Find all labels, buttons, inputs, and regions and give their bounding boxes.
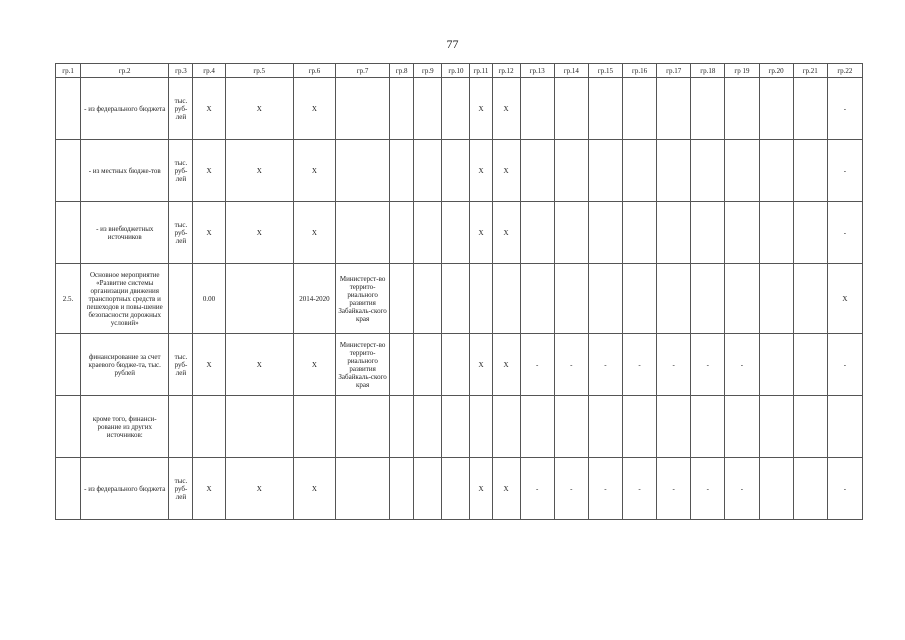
table-cell: X — [470, 458, 492, 520]
column-header: гр.17 — [657, 64, 691, 78]
table-cell: - из федерального бюджета — [81, 458, 169, 520]
table-cell — [759, 264, 793, 334]
table-cell: - — [827, 334, 862, 396]
column-header: гр.22 — [827, 64, 862, 78]
column-header: гр.13 — [520, 64, 554, 78]
table-cell — [588, 396, 622, 458]
column-header: гр.18 — [691, 64, 725, 78]
table-cell: X — [492, 334, 520, 396]
table-cell — [492, 396, 520, 458]
table-cell — [225, 396, 293, 458]
table-cell: 0.00 — [193, 264, 225, 334]
table-cell — [56, 140, 81, 202]
table-cell: X — [827, 264, 862, 334]
table-cell — [336, 140, 390, 202]
table-cell: - — [588, 458, 622, 520]
table-cell — [442, 396, 470, 458]
column-header: гр.15 — [588, 64, 622, 78]
table-cell — [390, 202, 414, 264]
table-cell — [725, 202, 759, 264]
column-header: гр 19 — [725, 64, 759, 78]
column-header: гр.7 — [336, 64, 390, 78]
table-cell: X — [470, 202, 492, 264]
table-cell — [623, 264, 657, 334]
table-cell: - — [691, 334, 725, 396]
table-cell — [554, 140, 588, 202]
table-cell — [759, 202, 793, 264]
table-cell — [390, 458, 414, 520]
table-cell — [414, 140, 442, 202]
table-cell — [442, 78, 470, 140]
table-cell — [470, 264, 492, 334]
table-cell — [169, 264, 193, 334]
table-cell — [520, 264, 554, 334]
table-cell — [725, 140, 759, 202]
table-cell: X — [492, 458, 520, 520]
table-cell — [759, 458, 793, 520]
table-cell — [414, 202, 442, 264]
table-cell — [793, 202, 827, 264]
table-cell — [623, 202, 657, 264]
table-cell — [520, 78, 554, 140]
column-header: гр.21 — [793, 64, 827, 78]
table-cell: - — [827, 78, 862, 140]
table-body — [56, 78, 863, 520]
table-cell: тыс. руб-лей — [169, 334, 193, 396]
table-cell — [56, 396, 81, 458]
table-row — [56, 78, 863, 140]
column-header: гр.20 — [759, 64, 793, 78]
table-cell: X — [193, 140, 225, 202]
table-cell — [588, 140, 622, 202]
table-row — [56, 396, 863, 458]
table-cell: - из местных бюдже-тов — [81, 140, 169, 202]
table-row — [56, 334, 863, 396]
table-cell: X — [193, 202, 225, 264]
table-cell — [759, 78, 793, 140]
table-cell — [293, 396, 335, 458]
table-cell — [588, 78, 622, 140]
data-table — [55, 63, 863, 520]
table-cell: X — [293, 140, 335, 202]
table-cell: тыс. руб-лей — [169, 140, 193, 202]
table-cell — [554, 264, 588, 334]
table-cell: 2014-2020 — [293, 264, 335, 334]
table-cell: X — [470, 334, 492, 396]
table-cell — [691, 140, 725, 202]
table-cell — [657, 264, 691, 334]
table-cell: X — [193, 334, 225, 396]
table-cell: X — [492, 78, 520, 140]
table-cell — [657, 78, 691, 140]
column-header: гр.12 — [492, 64, 520, 78]
page-number: 77 — [446, 37, 459, 51]
column-header: гр.8 — [390, 64, 414, 78]
table-cell — [414, 78, 442, 140]
table-cell: тыс. руб-лей — [169, 458, 193, 520]
table-cell — [390, 264, 414, 334]
table-cell: X — [193, 458, 225, 520]
table-cell — [414, 334, 442, 396]
table-cell — [442, 202, 470, 264]
table-cell — [588, 264, 622, 334]
table-cell — [554, 202, 588, 264]
table-cell — [691, 396, 725, 458]
table-cell — [691, 202, 725, 264]
table-cell — [793, 458, 827, 520]
table-cell — [827, 396, 862, 458]
table-cell: - — [623, 334, 657, 396]
table-cell — [793, 396, 827, 458]
table-cell — [657, 202, 691, 264]
table-cell: - из внебюджетных источников — [81, 202, 169, 264]
table-cell: - — [657, 458, 691, 520]
table-cell: Министерст-во террито-риального развития Забайкаль-ского края — [336, 334, 390, 396]
table-cell — [442, 264, 470, 334]
table-cell: X — [293, 78, 335, 140]
table-cell: - — [520, 334, 554, 396]
table-cell: 2.5. — [56, 264, 81, 334]
table-cell — [390, 78, 414, 140]
column-header: гр.1 — [56, 64, 81, 78]
table-cell — [793, 264, 827, 334]
table-cell — [390, 140, 414, 202]
column-header: гр.16 — [623, 64, 657, 78]
table-cell — [520, 140, 554, 202]
table-cell — [390, 396, 414, 458]
table-cell — [56, 78, 81, 140]
table-cell — [520, 396, 554, 458]
column-header: гр.4 — [193, 64, 225, 78]
table-cell — [56, 458, 81, 520]
table-cell — [759, 334, 793, 396]
table-cell — [492, 264, 520, 334]
table-cell — [414, 264, 442, 334]
table-cell — [336, 202, 390, 264]
table-cell — [657, 140, 691, 202]
table-cell: Основное мероприятие «Развитие системы организации движения транспортных средств и пешеходов и повы-шение безопасности дорожных условий» — [81, 264, 169, 334]
table-cell: X — [293, 458, 335, 520]
table-cell — [225, 264, 293, 334]
table-cell: X — [492, 140, 520, 202]
table-row — [56, 264, 863, 334]
table-cell: X — [225, 458, 293, 520]
table-cell: - — [827, 140, 862, 202]
column-header: гр.2 — [81, 64, 169, 78]
table-cell: кроме того, финанси-рование из других источников: — [81, 396, 169, 458]
table-cell: - — [691, 458, 725, 520]
table-cell: X — [293, 202, 335, 264]
table-cell — [442, 140, 470, 202]
table-row — [56, 202, 863, 264]
table-cell: X — [470, 78, 492, 140]
table-cell — [554, 78, 588, 140]
table-cell — [623, 78, 657, 140]
table-cell: X — [225, 78, 293, 140]
table-cell — [336, 78, 390, 140]
table-cell — [623, 396, 657, 458]
table-cell: - — [725, 458, 759, 520]
table-cell — [725, 78, 759, 140]
table-cell: - — [827, 202, 862, 264]
table-cell — [588, 202, 622, 264]
table-cell: X — [225, 334, 293, 396]
table-cell: - — [520, 458, 554, 520]
table-cell: - — [554, 334, 588, 396]
table-cell — [691, 78, 725, 140]
table-cell — [56, 202, 81, 264]
table-cell: финансирование за счет краевого бюдже-та, тыс. рублей — [81, 334, 169, 396]
table-cell — [336, 458, 390, 520]
table-cell: Министерст-во террито-риального развития Забайкаль-ского края — [336, 264, 390, 334]
table-cell: тыс. руб-лей — [169, 78, 193, 140]
table-cell — [759, 396, 793, 458]
table-cell — [414, 396, 442, 458]
table-cell — [56, 334, 81, 396]
table-cell: - из федерального бюджета — [81, 78, 169, 140]
column-header: гр.14 — [554, 64, 588, 78]
header-row — [56, 64, 863, 78]
table-cell — [623, 140, 657, 202]
table-cell: тыс. руб-лей — [169, 202, 193, 264]
table-row — [56, 458, 863, 520]
table-cell — [725, 264, 759, 334]
table-cell: X — [193, 78, 225, 140]
column-header: гр.9 — [414, 64, 442, 78]
table-cell — [414, 458, 442, 520]
table-cell — [793, 334, 827, 396]
table-row — [56, 140, 863, 202]
table-cell — [554, 396, 588, 458]
table-cell: X — [225, 140, 293, 202]
column-header: гр.10 — [442, 64, 470, 78]
table-cell: - — [623, 458, 657, 520]
table-cell: - — [588, 334, 622, 396]
table-cell — [759, 140, 793, 202]
table-cell — [193, 396, 225, 458]
table-cell: - — [827, 458, 862, 520]
table-cell — [336, 396, 390, 458]
table-cell: X — [492, 202, 520, 264]
table-cell — [442, 458, 470, 520]
column-header: гр.6 — [293, 64, 335, 78]
column-header: гр.3 — [169, 64, 193, 78]
column-header: гр.11 — [470, 64, 492, 78]
table-cell — [520, 202, 554, 264]
table-cell — [169, 396, 193, 458]
table-cell — [390, 334, 414, 396]
table-cell: X — [470, 140, 492, 202]
table-cell — [442, 334, 470, 396]
table-cell — [691, 264, 725, 334]
table-cell — [725, 396, 759, 458]
table-cell: X — [225, 202, 293, 264]
table-cell: - — [725, 334, 759, 396]
table-cell — [470, 396, 492, 458]
table-cell: - — [657, 334, 691, 396]
table-cell: - — [554, 458, 588, 520]
column-header: гр.5 — [225, 64, 293, 78]
table-cell — [657, 396, 691, 458]
table-cell — [793, 78, 827, 140]
table-cell — [793, 140, 827, 202]
table-cell: X — [293, 334, 335, 396]
